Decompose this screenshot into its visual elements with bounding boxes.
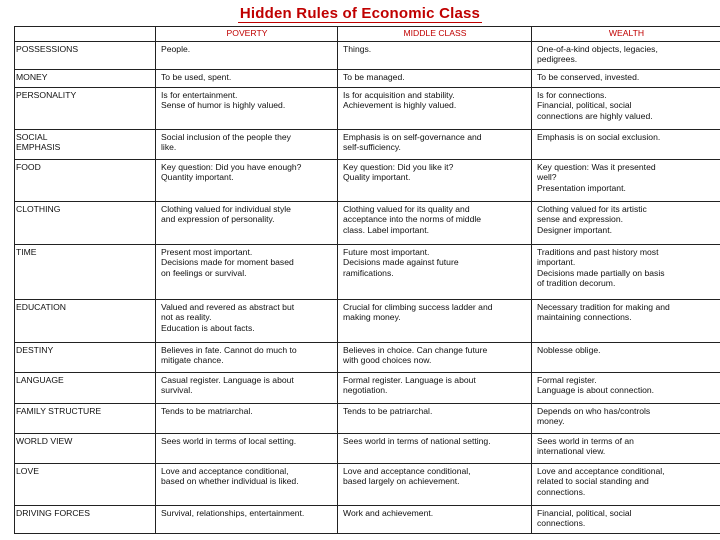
cell-middle-class: Emphasis is on self-governance and self-sufficiency.: [338, 130, 532, 160]
cell-poverty: Tends to be matriarchal.: [156, 404, 338, 434]
row-label: POSSESSIONS: [15, 42, 156, 70]
cell-poverty: Casual register. Language is about survival.: [156, 373, 338, 404]
table-row: [15, 130, 720, 160]
table-body: [15, 42, 720, 534]
cell-middle-class: Sees world in terms of national setting.: [338, 434, 532, 464]
cell-middle-class: Work and achievement.: [338, 506, 532, 534]
cell-wealth: Sees world in terms of an international view.: [532, 434, 720, 464]
cell-wealth: Love and acceptance conditional, related to social standing and connections.: [532, 464, 720, 506]
cell-wealth: Traditions and past history most important. Decisions made partially on basis of tradition decorum.: [532, 245, 720, 300]
row-label: CLOTHING: [15, 202, 156, 245]
table-row: [15, 434, 720, 464]
cell-poverty: To be used, spent.: [156, 70, 338, 88]
table-row: [15, 42, 720, 70]
cell-middle-class: Formal register. Language is about negotiation.: [338, 373, 532, 404]
table-row: [15, 464, 720, 506]
cell-wealth: Noblesse oblige.: [532, 343, 720, 373]
row-label: SOCIAL EMPHASIS: [15, 130, 156, 160]
cell-wealth: Key question: Was it presented well? Presentation important.: [532, 160, 720, 202]
row-label: TIME: [15, 245, 156, 300]
cell-middle-class: Crucial for climbing success ladder and making money.: [338, 300, 532, 343]
cell-wealth: Clothing valued for its artistic sense and expression. Designer important.: [532, 202, 720, 245]
table-row: [15, 245, 720, 300]
row-label: WORLD VIEW: [15, 434, 156, 464]
row-label: FAMILY STRUCTURE: [15, 404, 156, 434]
row-label: MONEY: [15, 70, 156, 88]
cell-wealth: Emphasis is on social exclusion.: [532, 130, 720, 160]
table-row: [15, 70, 720, 88]
cell-middle-class: Future most important. Decisions made against future ramifications.: [338, 245, 532, 300]
table-row: [15, 506, 720, 534]
economic-class-table: [14, 26, 720, 534]
cell-middle-class: Believes in choice. Can change future with good choices now.: [338, 343, 532, 373]
cell-poverty: Valued and revered as abstract but not as reality. Education is about facts.: [156, 300, 338, 343]
table-row: [15, 300, 720, 343]
cell-middle-class: Things.: [338, 42, 532, 70]
row-label: DESTINY: [15, 343, 156, 373]
row-label: EDUCATION: [15, 300, 156, 343]
row-label: LANGUAGE: [15, 373, 156, 404]
cell-poverty: Believes in fate. Cannot do much to mitigate chance.: [156, 343, 338, 373]
cell-poverty: Present most important. Decisions made for moment based on feelings or survival.: [156, 245, 338, 300]
cell-poverty: Social inclusion of the people they like.: [156, 130, 338, 160]
header-poverty: POVERTY: [156, 27, 338, 42]
cell-wealth: One-of-a-kind objects, legacies, pedigrees.: [532, 42, 720, 70]
row-label: DRIVING FORCES: [15, 506, 156, 534]
row-label: PERSONALITY: [15, 88, 156, 130]
cell-middle-class: Clothing valued for its quality and acceptance into the norms of middle class. Label important.: [338, 202, 532, 245]
cell-poverty: Sees world in terms of local setting.: [156, 434, 338, 464]
cell-wealth: Financial, political, social connections.: [532, 506, 720, 534]
page-title: [0, 5, 720, 22]
table-row: [15, 88, 720, 130]
table-row: [15, 373, 720, 404]
cell-wealth: To be conserved, invested.: [532, 70, 720, 88]
cell-middle-class: Is for acquisition and stability. Achievement is highly valued.: [338, 88, 532, 130]
cell-poverty: People.: [156, 42, 338, 70]
cell-poverty: Key question: Did you have enough? Quantity important.: [156, 160, 338, 202]
row-label: FOOD: [15, 160, 156, 202]
cell-middle-class: Tends to be patriarchal.: [338, 404, 532, 434]
cell-middle-class: To be managed.: [338, 70, 532, 88]
cell-wealth: Formal register. Language is about connection.: [532, 373, 720, 404]
header-blank: [15, 27, 156, 42]
cell-wealth: Depends on who has/controls money.: [532, 404, 720, 434]
table-row: [15, 343, 720, 373]
cell-wealth: Is for connections. Financial, political, social connections are highly valued.: [532, 88, 720, 130]
cell-poverty: Survival, relationships, entertainment.: [156, 506, 338, 534]
page-title-text: Hidden Rules of Economic Class: [239, 5, 481, 22]
table-row: [15, 202, 720, 245]
cell-middle-class: Love and acceptance conditional, based largely on achievement.: [338, 464, 532, 506]
table-row: [15, 404, 720, 434]
header-middle-class: MIDDLE CLASS: [338, 27, 532, 42]
cell-poverty: Love and acceptance conditional, based on whether individual is liked.: [156, 464, 338, 506]
row-label: LOVE: [15, 464, 156, 506]
header-row: [15, 27, 720, 42]
table-row: [15, 160, 720, 202]
header-wealth: WEALTH: [532, 27, 720, 42]
cell-poverty: Clothing valued for individual style and expression of personality.: [156, 202, 338, 245]
cell-middle-class: Key question: Did you like it? Quality important.: [338, 160, 532, 202]
cell-poverty: Is for entertainment. Sense of humor is highly valued.: [156, 88, 338, 130]
cell-wealth: Necessary tradition for making and maintaining connections.: [532, 300, 720, 343]
